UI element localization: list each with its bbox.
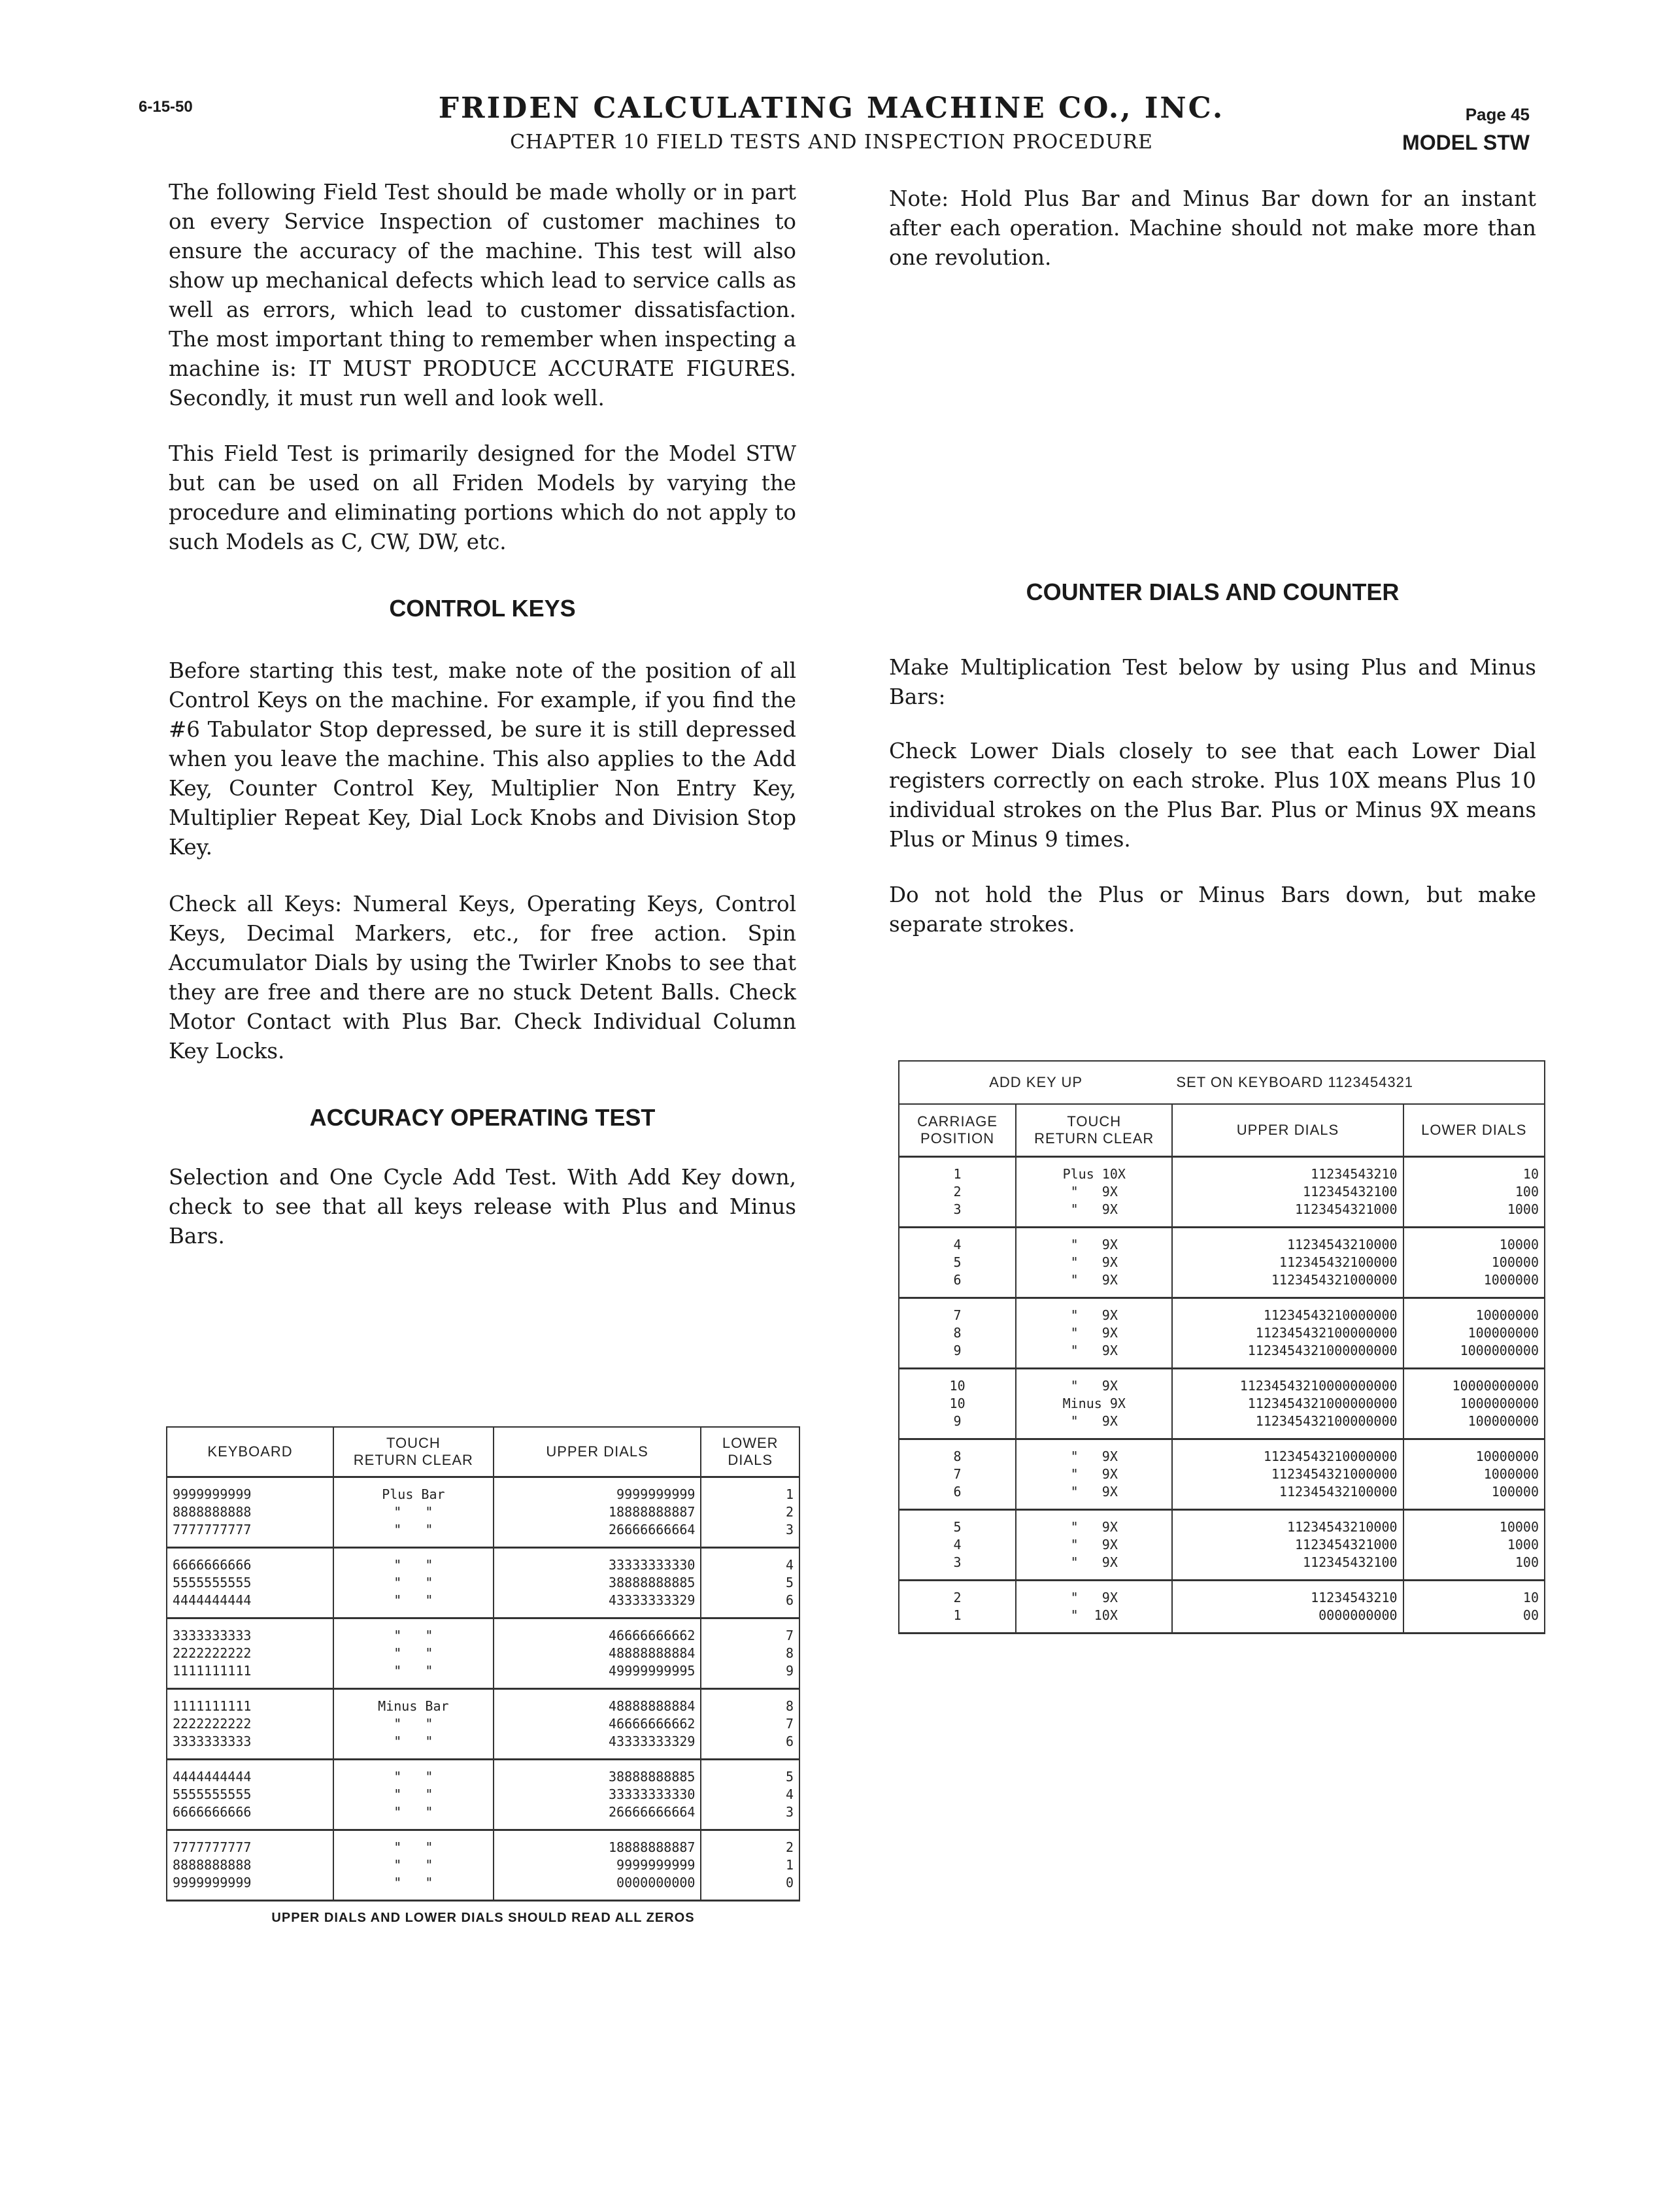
- date-stamp: 6-15-50: [139, 98, 193, 116]
- table2-top-left: ADD KEY UP: [899, 1061, 1172, 1104]
- table-row: [167, 1548, 799, 1618]
- table1-cell-upper: 48888888884 46666666662 43333333329: [494, 1689, 701, 1760]
- note-paragraph: Note: Hold Plus Bar and Minus Bar down for an instant after each operation. Machine should not make more than one revolution.: [889, 186, 1536, 270]
- table2-cell-touch: " 9X " 9X " 9X: [1016, 1298, 1172, 1369]
- table2-cell-pos: 4 5 6: [899, 1228, 1016, 1298]
- table1-cell-keyboard: 4444444444 5555555555 6666666666: [167, 1760, 333, 1830]
- table1-cell-lower: 5 4 3: [701, 1760, 799, 1830]
- table2-cell-lower: 10000 1000 100: [1403, 1510, 1545, 1581]
- table1-cell-lower: 8 7 6: [701, 1689, 799, 1760]
- table1-cell-lower: 1 2 3: [701, 1477, 799, 1548]
- accuracy-test-paragraph: Selection and One Cycle Add Test. With Add Key down, check to see that all keys release with Plus and Minus Bars.: [169, 1165, 796, 1248]
- table1-header-lower: LOWER DIALS: [701, 1427, 799, 1477]
- counter-test-table: [898, 1060, 1545, 1634]
- table-row: [899, 1510, 1545, 1581]
- table2-cell-lower: 10000000 1000000 100000: [1403, 1439, 1545, 1510]
- table2-cell-pos: 5 4 3: [899, 1510, 1016, 1581]
- table2-header-position: CARRIAGE POSITION: [899, 1104, 1016, 1157]
- table-row: [167, 1618, 799, 1689]
- table1-cell-keyboard: 7777777777 8888888888 9999999999: [167, 1830, 333, 1901]
- counter-paragraph-2: Check Lower Dials closely to see that each Lower Dial registers correctly on each stroke. Plus 10X means Plus 10 individual strokes on the Plus Bar. Plus or Minus 9X means Plus or Minus 9 times.: [889, 739, 1536, 852]
- control-keys-heading: CONTROL KEYS: [389, 595, 576, 622]
- table2-cell-upper: 11234543210000 1123454321000 112345432100: [1172, 1510, 1403, 1581]
- table-row: [167, 1760, 799, 1830]
- control-keys-paragraph-2: Check all Keys: Numeral Keys, Operating Keys, Control Keys, Decimal Markers, etc., for free action. Spin Accumulator Dials by using the Twirler Knobs to see that they are free and there are no stuck Detent Balls. Check Motor Contact with Plus Bar. Check Individual Column Key Locks.: [169, 892, 796, 1064]
- right-column: [889, 184, 1536, 939]
- table1-cell-upper: 18888888887 9999999999 0000000000: [494, 1830, 701, 1901]
- table-row: [899, 1157, 1545, 1228]
- table-row: [899, 1369, 1545, 1439]
- table1-cell-keyboard: 1111111111 2222222222 3333333333: [167, 1689, 333, 1760]
- intro-paragraph-2: This Field Test is primarily designed for the Model STW but can be used on all Friden Models by varying the procedure and eliminating portions which do not apply to such Models as C, CW, DW, etc.: [169, 441, 796, 554]
- table2-cell-pos: 2 1: [899, 1581, 1016, 1634]
- table-row: [167, 1830, 799, 1901]
- table1-header-keyboard: KEYBOARD: [167, 1427, 333, 1477]
- table1-cell-upper: 46666666662 48888888884 49999999995: [494, 1618, 701, 1689]
- table1-cell-touch: Plus Bar " " " ": [333, 1477, 494, 1548]
- table2-header-lower: LOWER DIALS: [1403, 1104, 1545, 1157]
- table2-cell-lower: 10000000000 1000000000 100000000: [1403, 1369, 1545, 1439]
- table2-header-upper: UPPER DIALS: [1172, 1104, 1403, 1157]
- table-row: [899, 1228, 1545, 1298]
- table2-cell-pos: 7 8 9: [899, 1298, 1016, 1369]
- table2-cell-touch: " 9X " 9X " 9X: [1016, 1228, 1172, 1298]
- table1-cell-touch: " " " " " ": [333, 1760, 494, 1830]
- table-row: [899, 1439, 1545, 1510]
- model-label: MODEL STW: [1402, 131, 1530, 154]
- accuracy-test-table: [166, 1426, 800, 1902]
- control-keys-paragraph-1: Before starting this test, make note of the position of all Control Keys on the machine. For example, if you find the #6 Tabulator Stop depressed, be sure it is still depressed when you leave the machine. This also applies to the Add Key, Counter Control Key, Multiplier Non Entry Key, Multiplier Repeat Key, Dial Lock Knobs and Division Stop Key.: [169, 658, 796, 860]
- table2-cell-upper: 11234543210000000 112345432100000000 1123454321000000000: [1172, 1298, 1403, 1369]
- left-column: [169, 178, 796, 1251]
- table1-cell-upper: 9999999999 18888888887 26666666664: [494, 1477, 701, 1548]
- table1-cell-lower: 4 5 6: [701, 1548, 799, 1618]
- table1-header-touch: TOUCH RETURN CLEAR: [333, 1427, 494, 1477]
- counter-dials-heading: COUNTER DIALS AND COUNTER: [1026, 578, 1400, 605]
- counter-paragraph-3: Do not hold the Plus or Minus Bars down, but make separate strokes.: [889, 882, 1536, 937]
- table2-cell-touch: " 9X " 9X " 9X: [1016, 1510, 1172, 1581]
- table2-cell-touch: " 9X " 10X: [1016, 1581, 1172, 1634]
- table-row: [167, 1689, 799, 1760]
- table2-top-right: SET ON KEYBOARD 1123454321: [1172, 1061, 1545, 1104]
- table2-cell-upper: 11234543210 0000000000: [1172, 1581, 1403, 1634]
- table1-cell-lower: 7 8 9: [701, 1618, 799, 1689]
- table2-cell-upper: 11234543210000000 1123454321000000 112345432100000: [1172, 1439, 1403, 1510]
- table2-header-touch: TOUCH RETURN CLEAR: [1016, 1104, 1172, 1157]
- chapter-subtitle: CHAPTER 10 FIELD TESTS AND INSPECTION PROCEDURE: [510, 131, 1153, 154]
- table-row: [899, 1581, 1545, 1634]
- counter-paragraph-1: Make Multiplication Test below by using Plus and Minus Bars:: [889, 655, 1536, 709]
- table1-cell-keyboard: 3333333333 2222222222 1111111111: [167, 1618, 333, 1689]
- page-number: Page 45: [1465, 105, 1530, 124]
- company-title: FRIDEN CALCULATING MACHINE CO., INC.: [438, 92, 1225, 125]
- table2-cell-lower: 10 00: [1403, 1581, 1545, 1634]
- table2-cell-upper: 11234543210000 112345432100000 1123454321000000: [1172, 1228, 1403, 1298]
- table-row: [899, 1298, 1545, 1369]
- table1-footnote: UPPER DIALS AND LOWER DIALS SHOULD READ ALL ZEROS: [271, 1911, 695, 1925]
- intro-paragraph-1: The following Field Test should be made wholly or in part on every Service Inspection of customer machines to ensure the accuracy of the machine. This test will also show up mechanical defects which lead to service calls as well as errors, which lead to customer dissatisfaction. The most important thing to remember when inspecting a machine is: IT MUST PRODUCE ACCURATE FIGURES. Secondly, it must run well and look well.: [169, 180, 796, 411]
- table2-cell-upper: 11234543210000000000 1123454321000000000 112345432100000000: [1172, 1369, 1403, 1439]
- table1-cell-keyboard: 6666666666 5555555555 4444444444: [167, 1548, 333, 1618]
- table2-cell-pos: 10 10 9: [899, 1369, 1016, 1439]
- table1-cell-upper: 38888888885 33333333330 26666666664: [494, 1760, 701, 1830]
- table1-cell-touch: " " " " " ": [333, 1618, 494, 1689]
- table1-cell-keyboard: 9999999999 8888888888 7777777777: [167, 1477, 333, 1548]
- table1-header-upper: UPPER DIALS: [494, 1427, 701, 1477]
- table1-cell-touch: " " " " " ": [333, 1548, 494, 1618]
- table2-cell-touch: " 9X " 9X " 9X: [1016, 1439, 1172, 1510]
- table-row: [167, 1477, 799, 1548]
- accuracy-test-heading: ACCURACY OPERATING TEST: [309, 1104, 656, 1131]
- table2-cell-pos: 1 2 3: [899, 1157, 1016, 1228]
- table1-cell-touch: Minus Bar " " " ": [333, 1689, 494, 1760]
- table2-cell-upper: 11234543210 112345432100 1123454321000: [1172, 1157, 1403, 1228]
- table2-cell-lower: 10000 100000 1000000: [1403, 1228, 1545, 1298]
- table1-cell-upper: 33333333330 38888888885 43333333329: [494, 1548, 701, 1618]
- table2-cell-touch: Plus 10X " 9X " 9X: [1016, 1157, 1172, 1228]
- table1-cell-lower: 2 1 0: [701, 1830, 799, 1901]
- table2-cell-touch: " 9X Minus 9X " 9X: [1016, 1369, 1172, 1439]
- table1-cell-touch: " " " " " ": [333, 1830, 494, 1901]
- table2-cell-lower: 10000000 100000000 1000000000: [1403, 1298, 1545, 1369]
- table2-cell-lower: 10 100 1000: [1403, 1157, 1545, 1228]
- table2-cell-pos: 8 7 6: [899, 1439, 1016, 1510]
